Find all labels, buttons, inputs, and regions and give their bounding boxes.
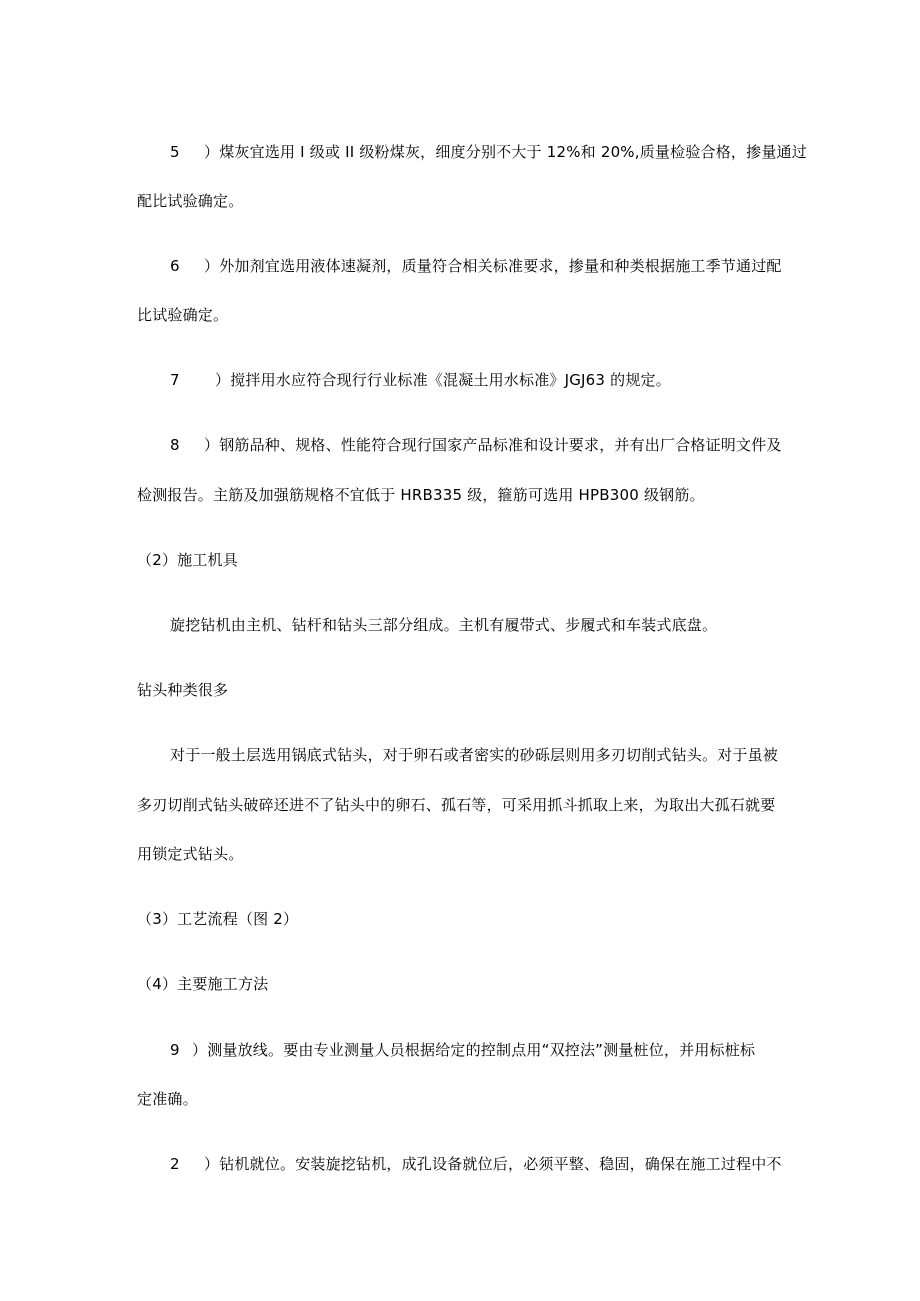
- bits-paragraph-line-1: 对于一般土层选用锅底式钻头，对于卵石或者密实的砂砾层则用多刃切削式钻头。对于虽被: [170, 746, 779, 764]
- item-8-line-2: 检测报告。主筋及加强筋规格不宜低于 HRB335 级，箍筋可选用 HPB300 级钢筋。: [137, 486, 705, 504]
- section-heading-3: （3）工艺流程（图 2）: [137, 910, 299, 928]
- item-8-line-1: [170, 435, 782, 455]
- item-9-number: 9: [170, 1041, 180, 1059]
- item-7-number: 7: [170, 371, 180, 389]
- item-9-text: ）测量放线。要由专业测量人员根据给定的控制点用“双控法”测量桩位，并用标桩标: [192, 1041, 756, 1059]
- item-9-line-2: 定准确。: [137, 1090, 198, 1108]
- bits-heading: 钻头种类很多: [137, 681, 229, 699]
- item-5-line-2: 配比试验确定。: [137, 192, 244, 210]
- item-2-number: 2: [170, 1155, 180, 1173]
- item-6-number: 6: [170, 257, 180, 275]
- bits-paragraph-line-2: 多刃切削式钻头破碎还进不了钻头中的卵石、孤石等，可采用抓斗抓取上来，为取出大孤石就要: [137, 796, 776, 814]
- item-8-number: 8: [170, 436, 180, 454]
- item-6-text: ）外加剂宜选用液体速凝剂，质量符合相关标准要求，掺量和种类根据施工季节通过配: [204, 257, 782, 275]
- item-5-number: 5: [170, 143, 180, 161]
- item-5-text: ）煤灰宜选用 I 级或 II 级粉煤灰，细度分别不大于 12%和 20%,质量检验合格，掺量通过: [204, 143, 807, 161]
- item-7-line-1: [170, 370, 671, 390]
- item-7-text: ）搅拌用水应符合现行行业标准《混凝土用水标准》JGJ63 的规定。: [215, 371, 671, 389]
- item-6-line-2: 比试验确定。: [137, 306, 229, 324]
- item-6-line-1: [170, 256, 782, 276]
- section-heading-4: （4）主要施工方法: [137, 975, 269, 993]
- item-9-line-1: [170, 1040, 755, 1060]
- item-5-line-1: [170, 142, 807, 162]
- item-2-text: ）钻机就位。安装旋挖钻机，成孔设备就位后，必须平整、稳固，确保在施工过程中不: [204, 1155, 782, 1173]
- bits-paragraph-line-3: 用锁定式钻头。: [137, 845, 244, 863]
- machine-paragraph: 旋挖钻机由主机、钻杆和钻头三部分组成。主机有履带式、步履式和车装式底盘。: [170, 616, 718, 634]
- section-heading-2: （2）施工机具: [137, 551, 238, 569]
- item-8-text: ）钢筋品种、规格、性能符合现行国家产品标准和设计要求，并有出厂合格证明文件及: [204, 436, 782, 454]
- item-2-line-1: [170, 1154, 782, 1174]
